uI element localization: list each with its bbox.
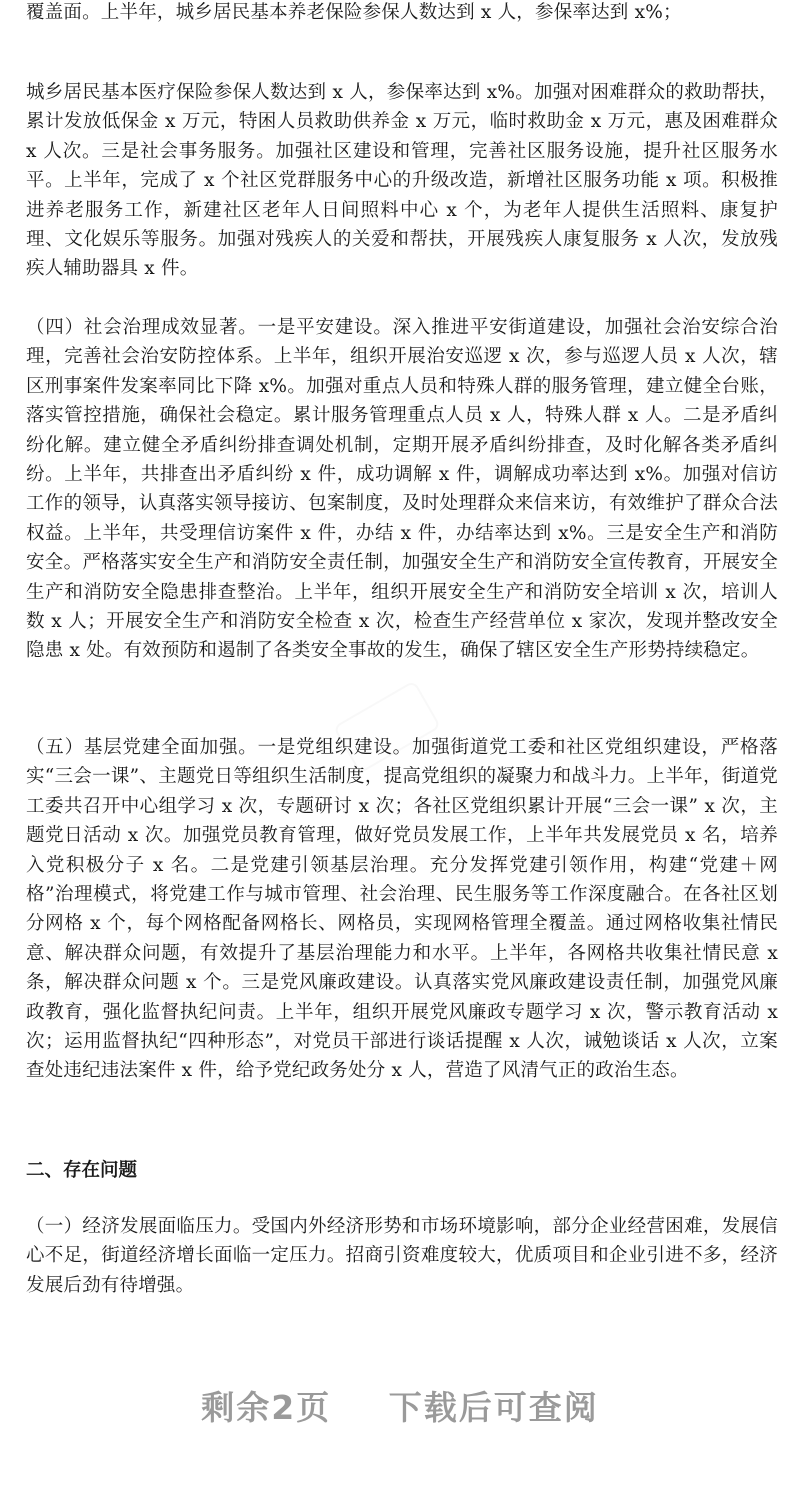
download-hint-label: 下载后可查阅 [388, 1388, 599, 1427]
section-heading-problems: 二、存在问题 [26, 1160, 138, 1181]
download-footer[interactable] [0, 1382, 800, 1429]
paragraph-medical-insurance: 城乡居民基本医疗保险参保人数达到 x 人，参保率达到 x%。加强对困难群众的救助帮扶，累计发放低保金 x 万元，特困人员救助供养金 x 万元，临时救助金 x 万元，惠及困难群众 x 人次。三是社会事务服务。加强社区建设和管理，完善社区服务设施，提升社区服务水平。上半年，完成了 x 个社区党群服务中心的升级改造，新增社区服务功能 x 项。积极推进养老服务工作，新建社区老年人日间照料中心 x 个，为老年人提供生活照料、康复护理、文化娱乐等服务。加强对残疾人的关爱和帮扶，开展残疾人康复服务 x 人次，发放残疾人辅助器具 x 件。 [26, 82, 778, 280]
paragraph-social-governance: （四）社会治理成效显著。一是平安建设。深入推进平安街道建设，加强社会治安综合治理，完善社会治安防控体系。上半年，组织开展治安巡逻 x 次，参与巡逻人员 x 人次，辖区刑事案件发案率同比下降 x%。加强对重点人员和特殊人群的服务管理，建立健全台账，落实管控措施，确保社会稳定。累计服务管理重点人员 x 人，特殊人群 x 人。二是矛盾纠纷化解。建立健全矛盾纠纷排查调处机制，定期开展矛盾纠纷排查，及时化解各类矛盾纠纷。上半年，共排查出矛盾纠纷 x 件，成功调解 x 件，调解成功率达到 x%。加强对信访工作的领导，认真落实领导接访、包案制度，及时处理群众来信来访，有效维护了群众合法权益。上半年，共受理信访案件 x 件，办结 x 件，办结率达到 x%。三是安全生产和消防安全。严格落实安全生产和消防安全责任制，加强安全生产和消防安全宣传教育，开展安全生产和消防安全隐患排查整治。上半年，组织开展安全生产和消防安全培训 x 次，培训人数 x 人；开展安全生产和消防安全检查 x 次，检查生产经营单位 x 家次，发现并整改安全隐患 x 处。有效预防和遏制了各类安全事故的发生，确保了辖区安全生产形势持续稳定。 [26, 317, 778, 662]
paragraph-party-building: （五）基层党建全面加强。一是党组织建设。加强街道党工委和社区党组织建设，严格落实“三会一课”、主题党日等组织生活制度，提高党组织的凝聚力和战斗力。上半年，街道党工委共召开中心组学习 x 次，专题研讨 x 次；各社区党组织累计开展“三会一课” x 次，主题党日活动 x 次。加强党员教育管理，做好党员发展工作，上半年共发展党员 x 名，培养入党积极分子 x 名。二是党建引领基层治理。充分发挥党建引领作用，构建“党建＋网格”治理模式，将党建工作与城市管理、社会治理、民生服务等工作深度融合。在各社区划分网格 x 个，每个网格配备网格长、网格员，实现网格管理全覆盖。通过网格收集社情民意、解决群众问题，有效提升了基层治理能力和水平。上半年，各网格共收集社情民意 x 条，解决群众问题 x 个。三是党风廉政建设。认真落实党风廉政建设责任制，加强党风廉政教育，强化监督执纪问责。上半年，组织开展党风廉政专题学习 x 次，警示教育活动 x 次；运用监督执纪“四种形态”，对党员干部进行谈话提醒 x 人次，诫勉谈话 x 人次，立案查处违纪违法案件 x 件，给予党纪政务处分 x 人，营造了风清气正的政治生态。 [26, 737, 778, 1082]
remaining-pages-label: 剩余2页 [201, 1388, 332, 1427]
paragraph-pension: 覆盖面。上半年，城乡居民基本养老保险参保人数达到 x 人，参保率达到 x%； [26, 2, 682, 23]
paragraph-economic-pressure: （一）经济发展面临压力。受国内外经济形势和市场环境影响，部分企业经营困难，发展信心不足，街道经济增长面临一定压力。招商引资难度较大，优质项目和企业引进不多，经济发展后劲有待增强。 [26, 1216, 778, 1296]
